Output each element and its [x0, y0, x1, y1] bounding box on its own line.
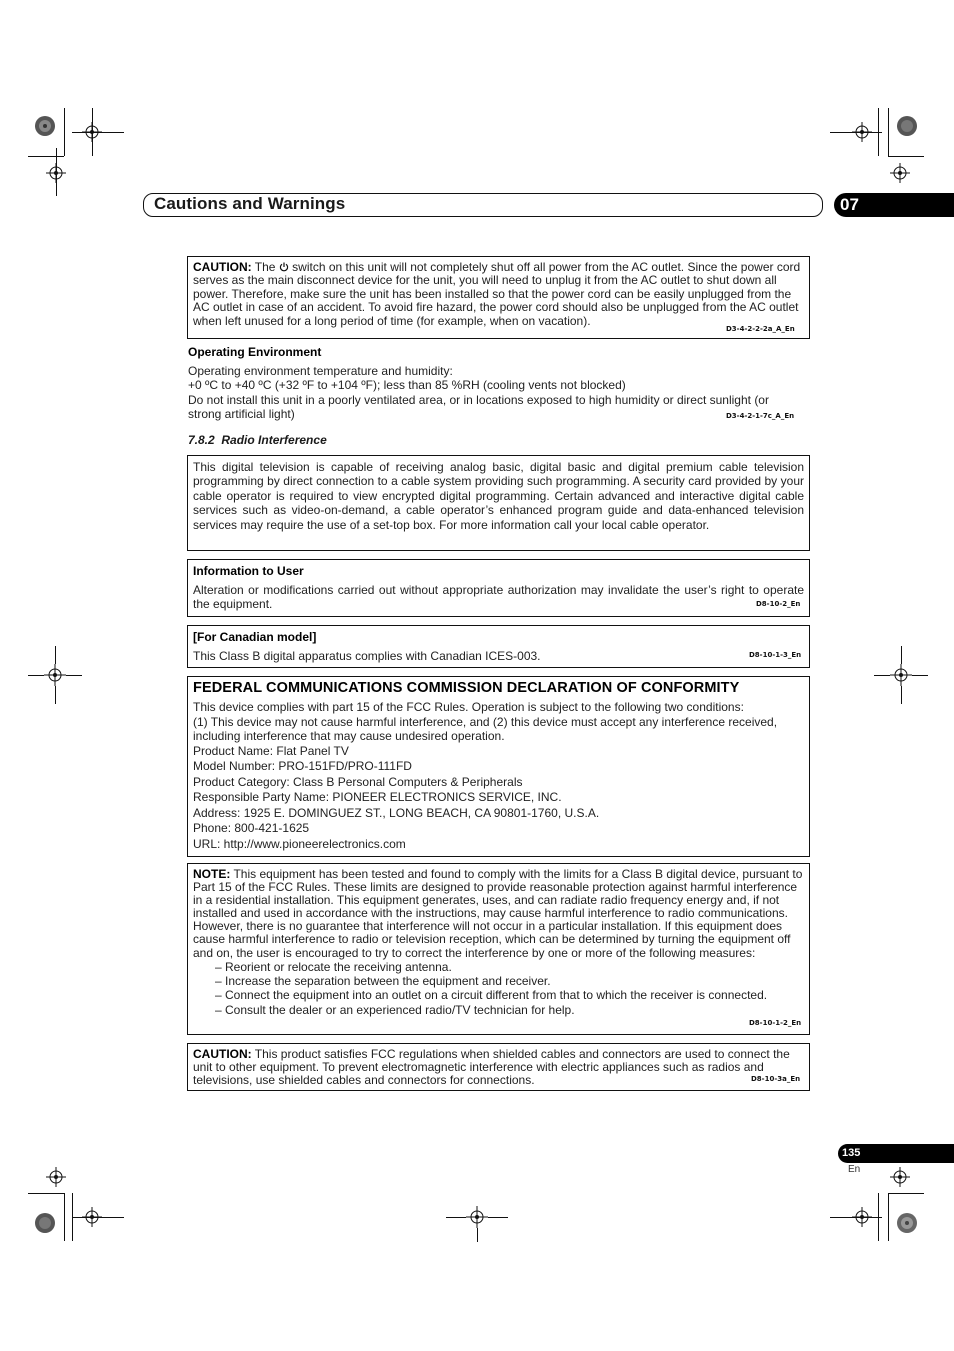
- paragraph: Do not install this unit in a poorly ventilated area, or in locations exposed to high humidity or direct sunlight (or strong artificial light): [188, 392, 769, 422]
- product-category: Product Category: Class B Personal Computers & Peripherals: [193, 774, 523, 789]
- paragraph: Alteration or modifications carried out without appropriate authorization may invalidate the user’s right to operate the equipment.: [193, 583, 804, 612]
- crosshair-mark-icon: [852, 122, 872, 142]
- address: Address: 1925 E. DOMINGUEZ ST., LONG BEACH, CA 90801-1760, U.S.A.: [193, 805, 600, 820]
- document-code: D8-10-3a_En: [751, 1075, 801, 1083]
- paragraph: +0 ºC to +40 ºC (+32 ºF to +104 ºF); less than 85 %RH (cooling vents not blocked): [188, 378, 626, 393]
- paragraph: Operating environment temperature and humidity:: [188, 364, 453, 378]
- crosshair-mark-icon: [890, 664, 912, 686]
- list-item: – Reorient or relocate the receiving antenna.: [215, 959, 452, 974]
- caution-label: CAUTION:: [193, 260, 252, 274]
- page-title: Cautions and Warnings: [154, 194, 346, 213]
- crosshair-mark-icon: [46, 1167, 66, 1187]
- crosshair-mark-icon: [466, 1206, 488, 1228]
- paragraph: This digital television is capable of receiving analog basic, digital basic and digital premium cable television programming by direct connection to a cable system providing such programming. A security card provided by your cable operator is required to view encrypted digital programming. Certain advanced and interactive digital cable services such as video-on-demand, a cable operator’s enhanced program guide and data-enhanced television services may require the use of a set-top box. For more information call your local cable operator.: [193, 460, 804, 532]
- box-heading: [For Canadian model]: [193, 630, 317, 644]
- list-item: – Connect the equipment into an outlet on a circuit different from that to which the receiver is connected.: [215, 988, 768, 1003]
- model-number: Model Number: PRO-151FD/PRO-111FD: [193, 759, 412, 774]
- document-code: D3-4-2-1-7c_A_En: [726, 412, 795, 420]
- caution-fcc-text: CAUTION: This product satisfies FCC regulations when shielded cables and connectors are used to connect the unit to other equipment. To prevent electromagnetic interference with electric appliances such as radios and televisions, use shielded cables and connectors for connections.: [193, 1047, 790, 1088]
- color-wheel-mark-icon: [896, 1212, 918, 1234]
- responsible-party: Responsible Party Name: PIONEER ELECTRONICS SERVICE, INC.: [193, 790, 562, 805]
- crosshair-mark-icon: [852, 1207, 872, 1227]
- section-heading: 7.8.2 Radio Interference: [188, 433, 327, 447]
- note-text: NOTE: This equipment has been tested and found to comply with the limits for a Class B digital device, pursuant to Part 15 of the FCC Rules. These limits are designed to provide reasonable protection against harmful interference in a residential installation. This equipment generates, uses, and can radiate radio frequency energy and, if not installed and used in accordance with the instructions, may cause harmful interference to radio communications. However, there is no guarantee that interference will not occur in a particular installation. If this equipment does cause harmful interference to radio or television reception, which can be determined by turning the equipment off and on, the user is encouraged to try to correct the interference by one or more of the following measures:: [193, 867, 803, 960]
- operating-environment-section: [188, 345, 806, 422]
- document-code: D3-4-2-2-2a_A_En: [726, 325, 795, 333]
- canadian-box: [187, 625, 810, 668]
- paragraph: (1) This device may not cause harmful interference, and (2) this device must accept any interference received,: [193, 714, 778, 729]
- crosshair-mark-icon: [44, 664, 66, 686]
- url: URL: http://www.pioneerelectronics.com: [193, 837, 406, 852]
- document-code: D8-10-1-2_En: [749, 1019, 802, 1027]
- product-name: Product Name: Flat Panel TV: [193, 743, 349, 758]
- caution-fcc-box: [187, 1043, 810, 1091]
- box-heading: Information to User: [193, 564, 304, 578]
- section-heading: Operating Environment: [188, 345, 322, 359]
- color-wheel-mark-icon: [34, 115, 56, 137]
- digital-tv-box: [187, 455, 810, 551]
- fcc-title: FEDERAL COMMUNICATIONS COMMISSION DECLARATION OF CONFORMITY: [193, 680, 740, 696]
- phone: Phone: 800-421-1625: [193, 821, 310, 836]
- list-item: – Increase the separation between the equipment and receiver.: [215, 973, 551, 988]
- note-label: NOTE:: [193, 867, 231, 881]
- caution-power-box: [187, 256, 810, 339]
- chapter-number: 07: [840, 195, 859, 214]
- crosshair-mark-icon: [890, 163, 910, 183]
- page-language: En: [848, 1164, 861, 1175]
- fcc-declaration-box: [187, 676, 810, 857]
- caution-label: CAUTION:: [193, 1047, 252, 1061]
- page-number: 135: [842, 1147, 861, 1159]
- caution-power-text: CAUTION: The switch on this unit will not completely shut off all power from the AC outlet. Since the power cord serves as the main disconnect device for the unit, you will need to unplug it from the AC outlet to shut down all power. Therefore, make sure the unit has been installed so that the power cord can be easily unplugged from the AC outlet in case of an accident. To avoid fire hazard, the power cord should also be unplugged from the AC outlet when left unused for a long period of time (for example, when on vacation).: [193, 260, 801, 328]
- note-box: [187, 863, 810, 1035]
- paragraph: This Class B digital apparatus complies with Canadian ICES-003.: [193, 649, 541, 663]
- color-wheel-mark-icon: [896, 115, 918, 137]
- list-item: – Consult the dealer or an experienced radio/TV technician for help.: [215, 1002, 575, 1017]
- paragraph: This device complies with part 15 of the FCC Rules. Operation is subject to the following two conditions:: [193, 700, 744, 714]
- crosshair-mark-icon: [890, 1167, 910, 1187]
- document-code: D8-10-1-3_En: [749, 651, 802, 659]
- paragraph: including interference that may cause undesired operation.: [193, 729, 505, 743]
- crosshair-mark-icon: [82, 122, 102, 142]
- color-wheel-mark-icon: [34, 1212, 56, 1234]
- power-icon: [279, 262, 289, 272]
- info-user-box: [187, 559, 810, 617]
- document-code: D8-10-2_En: [756, 600, 801, 608]
- crosshair-mark-icon: [82, 1207, 102, 1227]
